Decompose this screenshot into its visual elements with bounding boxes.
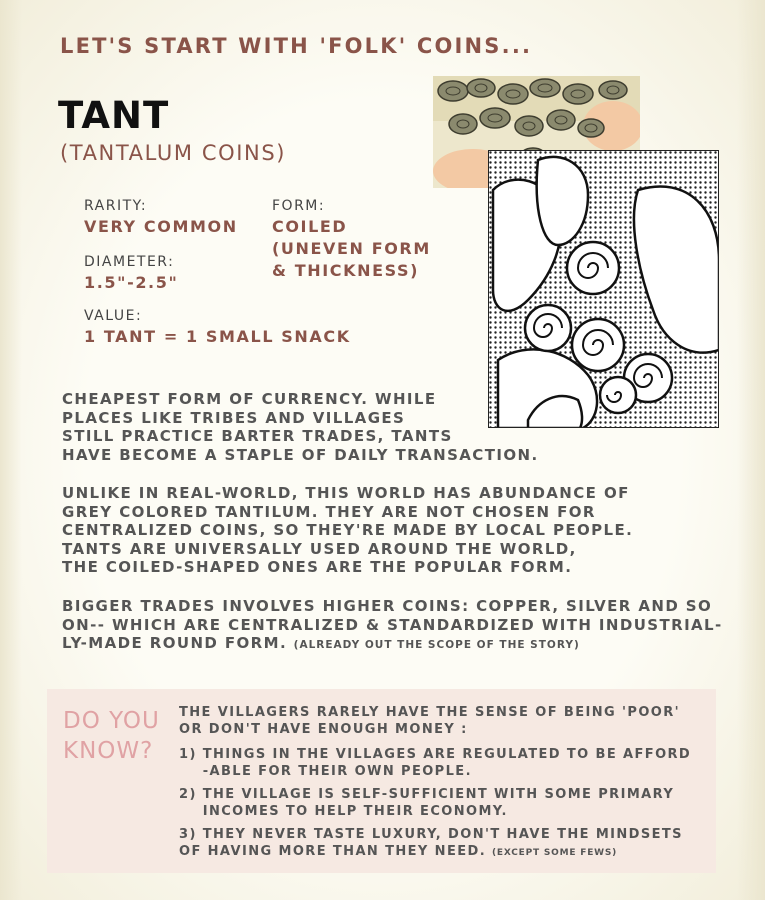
paragraph-2: UNLIKE IN REAL-WORLD, THIS WORLD HAS ABUNDANCE OF GREY COLORED TANTILUM. THEY ARE NOT CHOSEN FOR CENTRALIZED COINS, SO THEY'RE MADE BY LOCAL PEOPLE. TANTS ARE UNIVERSALLY USED AROUND THE WORLD, THE COILED-SHAPED ONES ARE THE POPULAR FORM. <box>62 484 634 576</box>
intro-heading: LET'S START WITH 'FOLK' COINS... <box>60 34 533 58</box>
coin-title: TANT <box>58 94 170 137</box>
value-label: VALUE: <box>84 308 143 324</box>
form-value-line-2: (UNEVEN FORM <box>272 239 431 258</box>
did-you-know-intro: THE VILLAGERS RARELY HAVE THE SENSE OF BEING 'POOR' OR DON'T HAVE ENOUGH MONEY : <box>179 705 681 737</box>
page-edge-right <box>737 0 765 900</box>
rarity-value: VERY COMMON <box>84 217 238 236</box>
value-value: 1 TANT = 1 SMALL SNACK <box>84 327 351 346</box>
form-label: FORM: <box>272 198 326 214</box>
form-value-line-3: & THICKNESS) <box>272 261 420 280</box>
page-edge-left <box>0 0 22 900</box>
rarity-label: RARITY: <box>84 198 148 214</box>
paragraph-3: BIGGER TRADES INVOLVES HIGHER COINS: COPPER, SILVER AND SO ON-- WHICH ARE CENTRALIZED & STANDARDIZED WITH INDUSTRIAL- LY-MADE ROUND FORM. (ALREADY OUT THE SCOPE OF THE STORY) <box>62 597 723 652</box>
did-you-know-title: DO YOU KNOW? <box>63 708 160 764</box>
did-you-know-item-3: 3) THEY NEVER TASTE LUXURY, DON'T HAVE THE MINDSETS OF HAVING MORE THAN THEY NEED. (EXCEPT SOME FEWS) <box>179 827 683 859</box>
form-value-line-1: COILED <box>272 217 348 236</box>
diameter-label: DIAMETER: <box>84 254 175 270</box>
did-you-know-item-2: 2) THE VILLAGE IS SELF-SUFFICIENT WITH SOME PRIMARY INCOMES TO HELP THEIR ECONOMY. <box>179 787 675 819</box>
paragraph-1: CHEAPEST FORM OF CURRENCY. WHILE PLACES LIKE TRIBES AND VILLAGES STILL PRACTICE BARTER TRADES, TANTS HAVE BECOME A STAPLE OF DAILY TRANSACTION. <box>62 390 539 464</box>
coin-subtitle: (TANTALUM COINS) <box>60 141 287 165</box>
did-you-know-item-1: 1) THINGS IN THE VILLAGES ARE REGULATED TO BE AFFORD -ABLE FOR THEIR OWN PEOPLE. <box>179 747 692 779</box>
except-note: (EXCEPT SOME FEWS) <box>491 848 618 858</box>
manga-panel <box>488 150 719 428</box>
scope-note: (ALREADY OUT THE SCOPE OF THE STORY) <box>293 639 580 651</box>
diameter-value: 1.5"-2.5" <box>84 273 179 292</box>
